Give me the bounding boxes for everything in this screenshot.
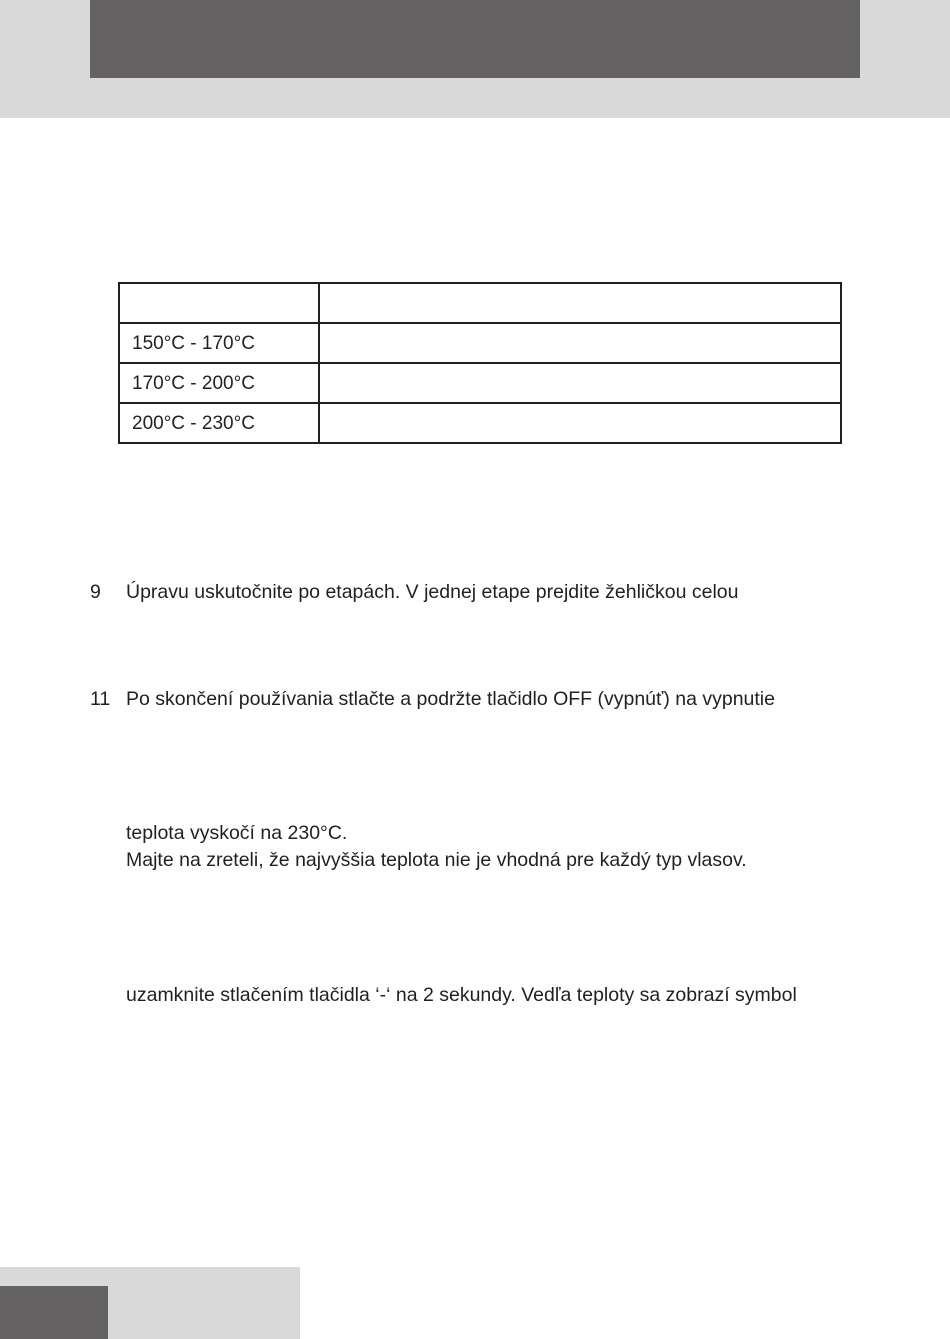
step-text: Úpravu uskutočnite po etapách. V jednej etape prejdite žehličkou celou xyxy=(126,581,739,603)
description-cell xyxy=(319,323,841,363)
table-row xyxy=(119,403,841,443)
table-header-cell xyxy=(319,283,841,323)
temperature-range-cell: 150°C - 170°C xyxy=(119,323,319,363)
step-11 xyxy=(90,686,890,712)
footer-page-tab xyxy=(0,1286,108,1339)
temperature-range-cell: 170°C - 200°C xyxy=(119,363,319,403)
boost-text-line-2: Majte na zreteli, že najvyššia teplota nie je vhodná pre každý typ vlasov. xyxy=(126,849,747,871)
header-bar xyxy=(90,0,860,78)
table-row xyxy=(119,323,841,363)
temperature-table xyxy=(118,282,842,444)
step-9 xyxy=(90,579,890,605)
description-cell xyxy=(319,363,841,403)
table-header-row xyxy=(119,283,841,323)
step-number: 9 xyxy=(90,581,101,603)
step-text: Po skončení používania stlačte a podržte tlačidlo OFF (vypnúť) na vypnutie xyxy=(126,688,775,710)
lock-text-line: uzamknite stlačením tlačidla ‘-‘ na 2 sekundy. Vedľa teploty sa zobrazí symbol xyxy=(126,984,797,1006)
table-row xyxy=(119,363,841,403)
boost-text-line-1: teplota vyskočí na 230°C. xyxy=(126,822,348,844)
temperature-range-cell: 200°C - 230°C xyxy=(119,403,319,443)
step-number: 11 xyxy=(90,688,111,710)
table-header-cell xyxy=(119,283,319,323)
description-cell xyxy=(319,403,841,443)
